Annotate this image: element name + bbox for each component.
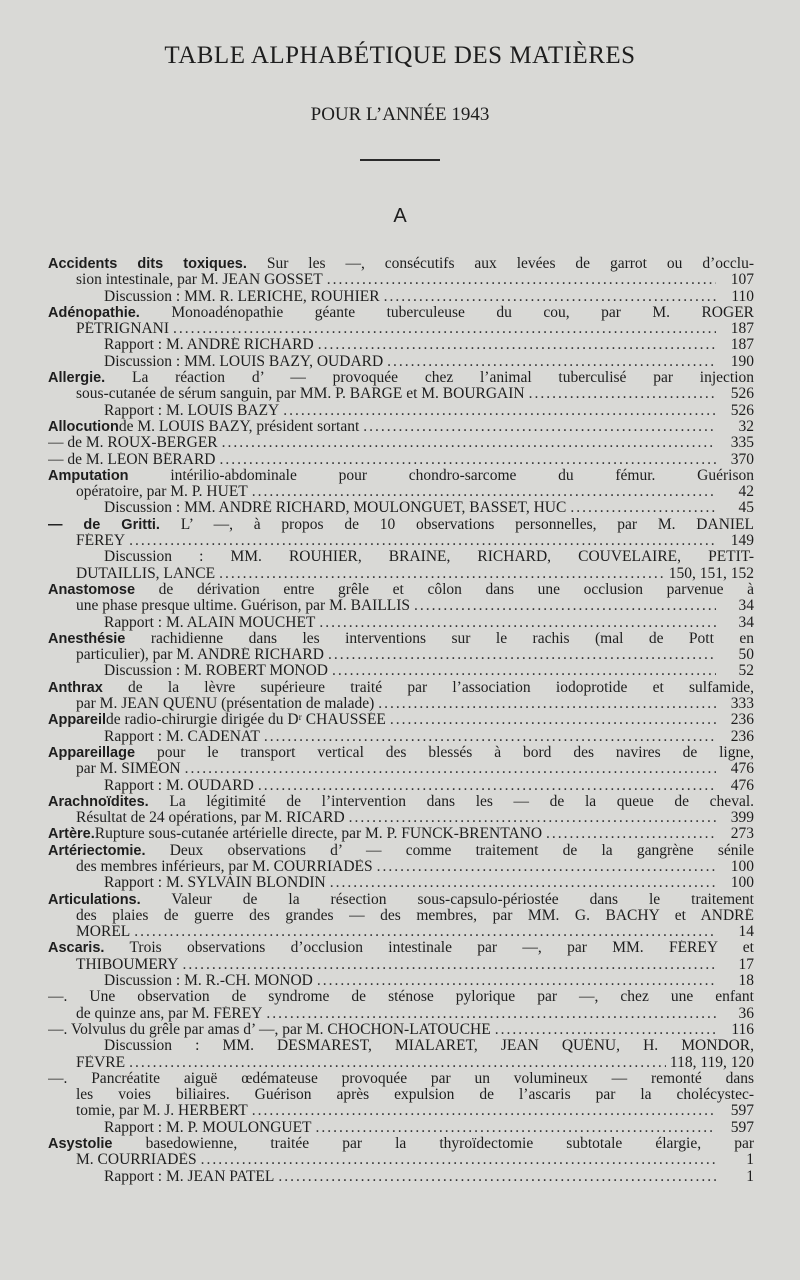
page-number: 110 (731, 288, 754, 305)
leader-dots (319, 615, 716, 631)
page-number: 52 (738, 663, 754, 680)
page-number: 34 (738, 598, 754, 615)
entry-text: les voies biliaires. Guérison après expulsion de l’ascaris par la cholécystec- (76, 1087, 754, 1104)
index-line (48, 761, 754, 777)
entry-text: M. COURRIADÈS (76, 1152, 197, 1169)
index-line (48, 289, 754, 305)
index-line (48, 1169, 754, 1185)
entry-text: Rapport : M. OUDARD (104, 777, 254, 794)
leader-dots (363, 419, 716, 435)
entry-text: —. Volvulus du grêle par amas d’ —, par M. CHOCHON-LATOUCHE (48, 1021, 491, 1038)
entry-text: MOREL (76, 924, 131, 941)
index-entry (48, 989, 754, 1022)
index-line (48, 908, 754, 924)
leader-dots (222, 435, 716, 451)
index-line (48, 680, 754, 696)
page-number: 526 (730, 402, 754, 419)
index-line (48, 1103, 754, 1119)
index-line (48, 452, 754, 468)
entry-text: La réaction d’ — provoquée chez l’animal tuberculisé par injection (132, 370, 754, 387)
entry-text: Rapport : M. CADENAT (104, 728, 260, 745)
entry-heading: Amputation (48, 467, 129, 484)
index-line (48, 631, 754, 647)
entry-text: une phase presque ultime. Guérison, par M. BAILLIS (76, 598, 411, 615)
page-number: 149 (730, 533, 754, 550)
entry-text: Discussion : MM. ANDRÉ RICHARD, MOULONGUET, BASSET, HUC (104, 500, 567, 517)
page-number: 273 (730, 826, 754, 843)
entry-text: Trois observations d’occlusion intestinale par —, par MM. FÉREY et (129, 940, 754, 957)
index-line (48, 647, 754, 663)
index-line (48, 403, 754, 419)
index-entry (48, 1022, 754, 1071)
index-entry (48, 582, 754, 631)
index-line (48, 778, 754, 794)
entry-text: Valeur de la résection sous-capsulo-périostée dans le traitement (171, 891, 754, 908)
entry-text: basedowienne, traitée par la thyroïdectomie subtotale élargie, par (145, 1136, 754, 1153)
index-line (48, 1022, 754, 1038)
page-number: 1 (746, 1168, 754, 1185)
entry-text: Discussion : MM. DESMAREST, MIALARET, JEAN QUÉNU, H. MONDOR, (104, 1038, 754, 1055)
entry-text: de M. LOUIS BAZY, président sortant (118, 418, 360, 435)
page-number: 36 (738, 1005, 754, 1022)
leader-dots (387, 354, 716, 370)
index-line (48, 663, 754, 679)
leader-dots (258, 778, 716, 794)
index-entry (48, 419, 754, 435)
index-line (48, 1071, 754, 1087)
page-number: 107 (730, 272, 754, 289)
index-line (48, 729, 754, 745)
entry-text: particulier), par M. ANDRÉ RICHARD (76, 647, 324, 664)
index-line (48, 794, 754, 810)
index-line (48, 843, 754, 859)
entry-text: par M. JEAN QUÉNU (présentation de malade) (76, 696, 375, 713)
leader-dots (378, 696, 716, 712)
page-number: 17 (738, 956, 754, 973)
entry-text: de la lèvre supérieure traité par l’association iodoprotide et sulfamide, (128, 679, 754, 696)
index-line (48, 1038, 754, 1054)
leader-dots (546, 826, 716, 842)
entry-text: Rapport : M. ANDRÉ RICHARD (104, 337, 314, 354)
index-line (48, 517, 754, 533)
index-line (48, 810, 754, 826)
entry-heading: Allocution (48, 418, 119, 435)
index-line (48, 940, 754, 956)
index-entry (48, 843, 754, 892)
entry-heading: Artériectomie. (48, 842, 146, 859)
leader-dots (318, 337, 716, 353)
entry-text: Rapport : M. ALAIN MOUCHET (104, 614, 316, 631)
index-line (48, 875, 754, 891)
entry-text: Monoadénopathie géante tuberculeuse du cou, par M. ROGER (171, 304, 754, 321)
index-line (48, 1087, 754, 1103)
index-line (48, 1055, 754, 1071)
page-number: 32 (738, 418, 754, 435)
entry-text: de radio-chirurgie dirigée du Dʳ CHAUSSÉE (106, 712, 386, 729)
entry-heading: Accidents dits toxiques. (48, 256, 247, 272)
index-entry (48, 745, 754, 794)
entry-text: DUTAILLIS, LANCE (76, 565, 216, 582)
page-number: 18 (738, 973, 754, 990)
page-number: 399 (730, 810, 754, 827)
entry-text: Discussion : MM. ROUHIER, BRAINE, RICHARD, COUVELAIRE, PETIT- (104, 549, 754, 566)
index-line (48, 305, 754, 321)
page-number: 50 (738, 647, 754, 664)
entry-text: sion intestinale, par M. JEAN GOSSET (76, 272, 323, 289)
entry-text: — de M. ROUX-BERGER (48, 435, 218, 452)
entry-heading: Appareillage (48, 744, 136, 761)
index-entry (48, 940, 754, 989)
page-number: 187 (730, 337, 754, 354)
page-number: 333 (730, 696, 754, 713)
page-number: 42 (738, 484, 754, 501)
index-entry (48, 826, 754, 842)
page-number: 190 (730, 353, 754, 370)
index-line (48, 745, 754, 761)
leader-dots (283, 403, 716, 419)
leader-dots (252, 1103, 716, 1119)
leader-dots (264, 729, 716, 745)
entry-text: sous-cutanée de sérum sanguin, par MM. P. BARGE et M. BOURGAIN (76, 386, 525, 403)
index-line (48, 1120, 754, 1136)
index-line (48, 826, 754, 842)
leader-dots (316, 1120, 716, 1136)
index-entry (48, 517, 754, 582)
section-letter: A (393, 205, 407, 227)
entry-text: —. Une observation de syndrome de sténose pylorique par —, chez une enfant (48, 989, 754, 1006)
page-subtitle: POUR L’ANNÉE 1943 (310, 104, 490, 125)
index-line (48, 1152, 754, 1168)
entry-text: Deux observations d’ — comme traitement de la gangrène sénile (169, 842, 754, 859)
leader-dots (328, 647, 716, 663)
page-number: 597 (730, 1119, 754, 1136)
index-line (48, 370, 754, 386)
page-number: 370 (730, 451, 754, 468)
page-number: 476 (730, 761, 754, 778)
index-line (48, 615, 754, 631)
index-entry (48, 712, 754, 745)
leader-dots (173, 321, 716, 337)
index-line (48, 533, 754, 549)
entry-text: intérilio-abdominale pour chondro-sarcome du fémur. Guérison (170, 467, 754, 484)
page-number: 476 (730, 777, 754, 794)
index-entry (48, 892, 754, 941)
entry-heading: Adénopathie. (48, 304, 140, 321)
entry-text: Rapport : M. P. MOULONGUET (104, 1119, 312, 1136)
page-number: 150, 151, 152 (668, 565, 754, 582)
page-number: 118, 119, 120 (669, 1054, 754, 1071)
entry-text: Discussion : MM. R. LERICHE, ROUHIER (104, 288, 380, 305)
index-line (48, 1006, 754, 1022)
index-entry (48, 1136, 754, 1185)
page-number: 1 (746, 1152, 754, 1169)
entry-text: La légitimité de l’intervention dans les — de la queue de cheval. (169, 793, 754, 810)
index-line (48, 973, 754, 989)
index-line (48, 256, 754, 272)
leader-dots (129, 533, 716, 549)
index-line (48, 598, 754, 614)
entry-text: Sur les —, consécutifs aux levées de garrot ou d’occlu- (266, 256, 754, 272)
index-line (48, 435, 754, 451)
index-line (48, 1136, 754, 1152)
page-number: 335 (730, 435, 754, 452)
leader-dots (185, 761, 716, 777)
entry-heading: Anthrax (48, 679, 103, 696)
entry-heading: Anastomose (48, 581, 136, 598)
title-divider (360, 159, 440, 161)
page-title: TABLE ALPHABÉTIQUE DES MATIÈRES (164, 42, 636, 69)
leader-dots (219, 566, 665, 582)
leader-dots (414, 598, 716, 614)
entry-text: L’ —, à propos de 10 observations personnelles, par M. DANIEL (180, 516, 754, 533)
entry-text: FÉREY (76, 533, 126, 550)
index-line (48, 272, 754, 288)
entry-text: par M. SIMÉON (76, 761, 181, 778)
leader-dots (266, 1006, 716, 1022)
entry-heading: Artère. (48, 826, 95, 843)
leader-dots (349, 810, 716, 826)
index-line (48, 484, 754, 500)
leader-dots (390, 712, 716, 728)
entry-heading: Ascaris. (48, 940, 105, 957)
index-line (48, 957, 754, 973)
index-entry (48, 305, 754, 370)
entry-text: Discussion : M. ROBERT MONOD (104, 663, 328, 680)
leader-dots (330, 875, 716, 891)
page-number: 14 (738, 924, 754, 941)
entry-text: tomie, par M. J. HERBERT (76, 1103, 248, 1120)
index-line (48, 712, 754, 728)
index-line (48, 386, 754, 402)
index-entry (48, 468, 754, 517)
index-entry (48, 1071, 754, 1136)
leader-dots (332, 663, 716, 679)
entry-text: — de M. LÉON BÉRARD (48, 451, 216, 468)
page-number: 34 (738, 614, 754, 631)
index-line (48, 549, 754, 565)
page-number: 236 (730, 712, 754, 729)
index-line (48, 337, 754, 353)
entry-text: de quinze ans, par M. FÉREY (76, 1005, 263, 1022)
entry-heading: Allergie. (48, 370, 106, 387)
entry-text: —. Pancréatite aiguë œdémateuse provoquée par un volumineux — remonté dans (48, 1070, 754, 1087)
index-line (48, 321, 754, 337)
leader-dots (570, 500, 716, 516)
entry-text: opératoire, par M. P. HUET (76, 484, 248, 501)
index-line (48, 419, 754, 435)
leader-dots (384, 289, 716, 305)
entry-heading: — de Gritti. (48, 516, 160, 533)
entry-text: des membres inférieurs, par M. COURRIADÈS (76, 858, 373, 875)
index-line (48, 566, 754, 582)
entry-text: des plaies de guerre des grandes — des membres, par MM. G. BACHY et ANDRÉ (76, 907, 754, 924)
entry-text: rachidienne dans les interventions sur le rachis (mal de Pott en (150, 630, 754, 647)
page-number: 100 (730, 875, 754, 892)
page-number: 116 (731, 1021, 754, 1038)
entry-text: THIBOUMERY (76, 956, 179, 973)
index-entry (48, 680, 754, 713)
entry-text: FÈVRE (76, 1054, 126, 1071)
page-number: 236 (730, 728, 754, 745)
index-entry (48, 370, 754, 419)
leader-dots (252, 484, 716, 500)
page-number: 526 (730, 386, 754, 403)
leader-dots (278, 1169, 716, 1185)
leader-dots (129, 1055, 666, 1071)
page-number: 187 (730, 321, 754, 338)
leader-dots (182, 957, 716, 973)
page-number: 45 (738, 500, 754, 517)
index-entries (48, 256, 754, 1185)
leader-dots (327, 272, 716, 288)
entry-text: Rapport : M. LOUIS BAZY (104, 402, 280, 419)
page-number: 100 (730, 858, 754, 875)
index-line (48, 354, 754, 370)
index-entry (48, 794, 754, 827)
index-line (48, 582, 754, 598)
entry-text: Résultat de 24 opérations, par M. RICARD (76, 810, 345, 827)
index-line (48, 500, 754, 516)
entry-heading: Appareil (48, 712, 107, 729)
leader-dots (134, 924, 716, 940)
entry-text: de dérivation entre grêle et côlon dans une occlusion parvenue à (158, 581, 754, 598)
index-line (48, 924, 754, 940)
page-number: 597 (730, 1103, 754, 1120)
entry-heading: Arachnoïdites. (48, 793, 149, 810)
leader-dots (495, 1022, 716, 1038)
entry-heading: Asystolie (48, 1136, 113, 1153)
entry-text: Discussion : M. R.-CH. MONOD (104, 973, 313, 990)
index-entry (48, 631, 754, 680)
entry-heading: Anesthésie (48, 630, 126, 647)
entry-text: Rupture sous-cutanée artérielle directe, par M. P. FUNCK-BRENTANO (94, 826, 543, 843)
leader-dots (317, 973, 716, 989)
leader-dots (201, 1152, 716, 1168)
leader-dots (529, 386, 716, 402)
index-line (48, 696, 754, 712)
entry-text: Rapport : M. JEAN PATEL (104, 1168, 275, 1185)
index-line (48, 859, 754, 875)
index-line (48, 892, 754, 908)
entry-text: pour le transport vertical des blessés à bord des navires de ligne, (156, 744, 754, 761)
leader-dots (219, 452, 716, 468)
index-line (48, 468, 754, 484)
leader-dots (377, 859, 716, 875)
entry-heading: Articulations. (48, 891, 141, 908)
index-entry (48, 256, 754, 305)
index-entry (48, 435, 754, 468)
entry-text: Discussion : MM. LOUIS BAZY, OUDARD (104, 353, 384, 370)
entry-text: PÉTRIGNANI (76, 321, 169, 338)
entry-text: Rapport : M. SYLVAIN BLONDIN (104, 875, 326, 892)
index-line (48, 989, 754, 1005)
